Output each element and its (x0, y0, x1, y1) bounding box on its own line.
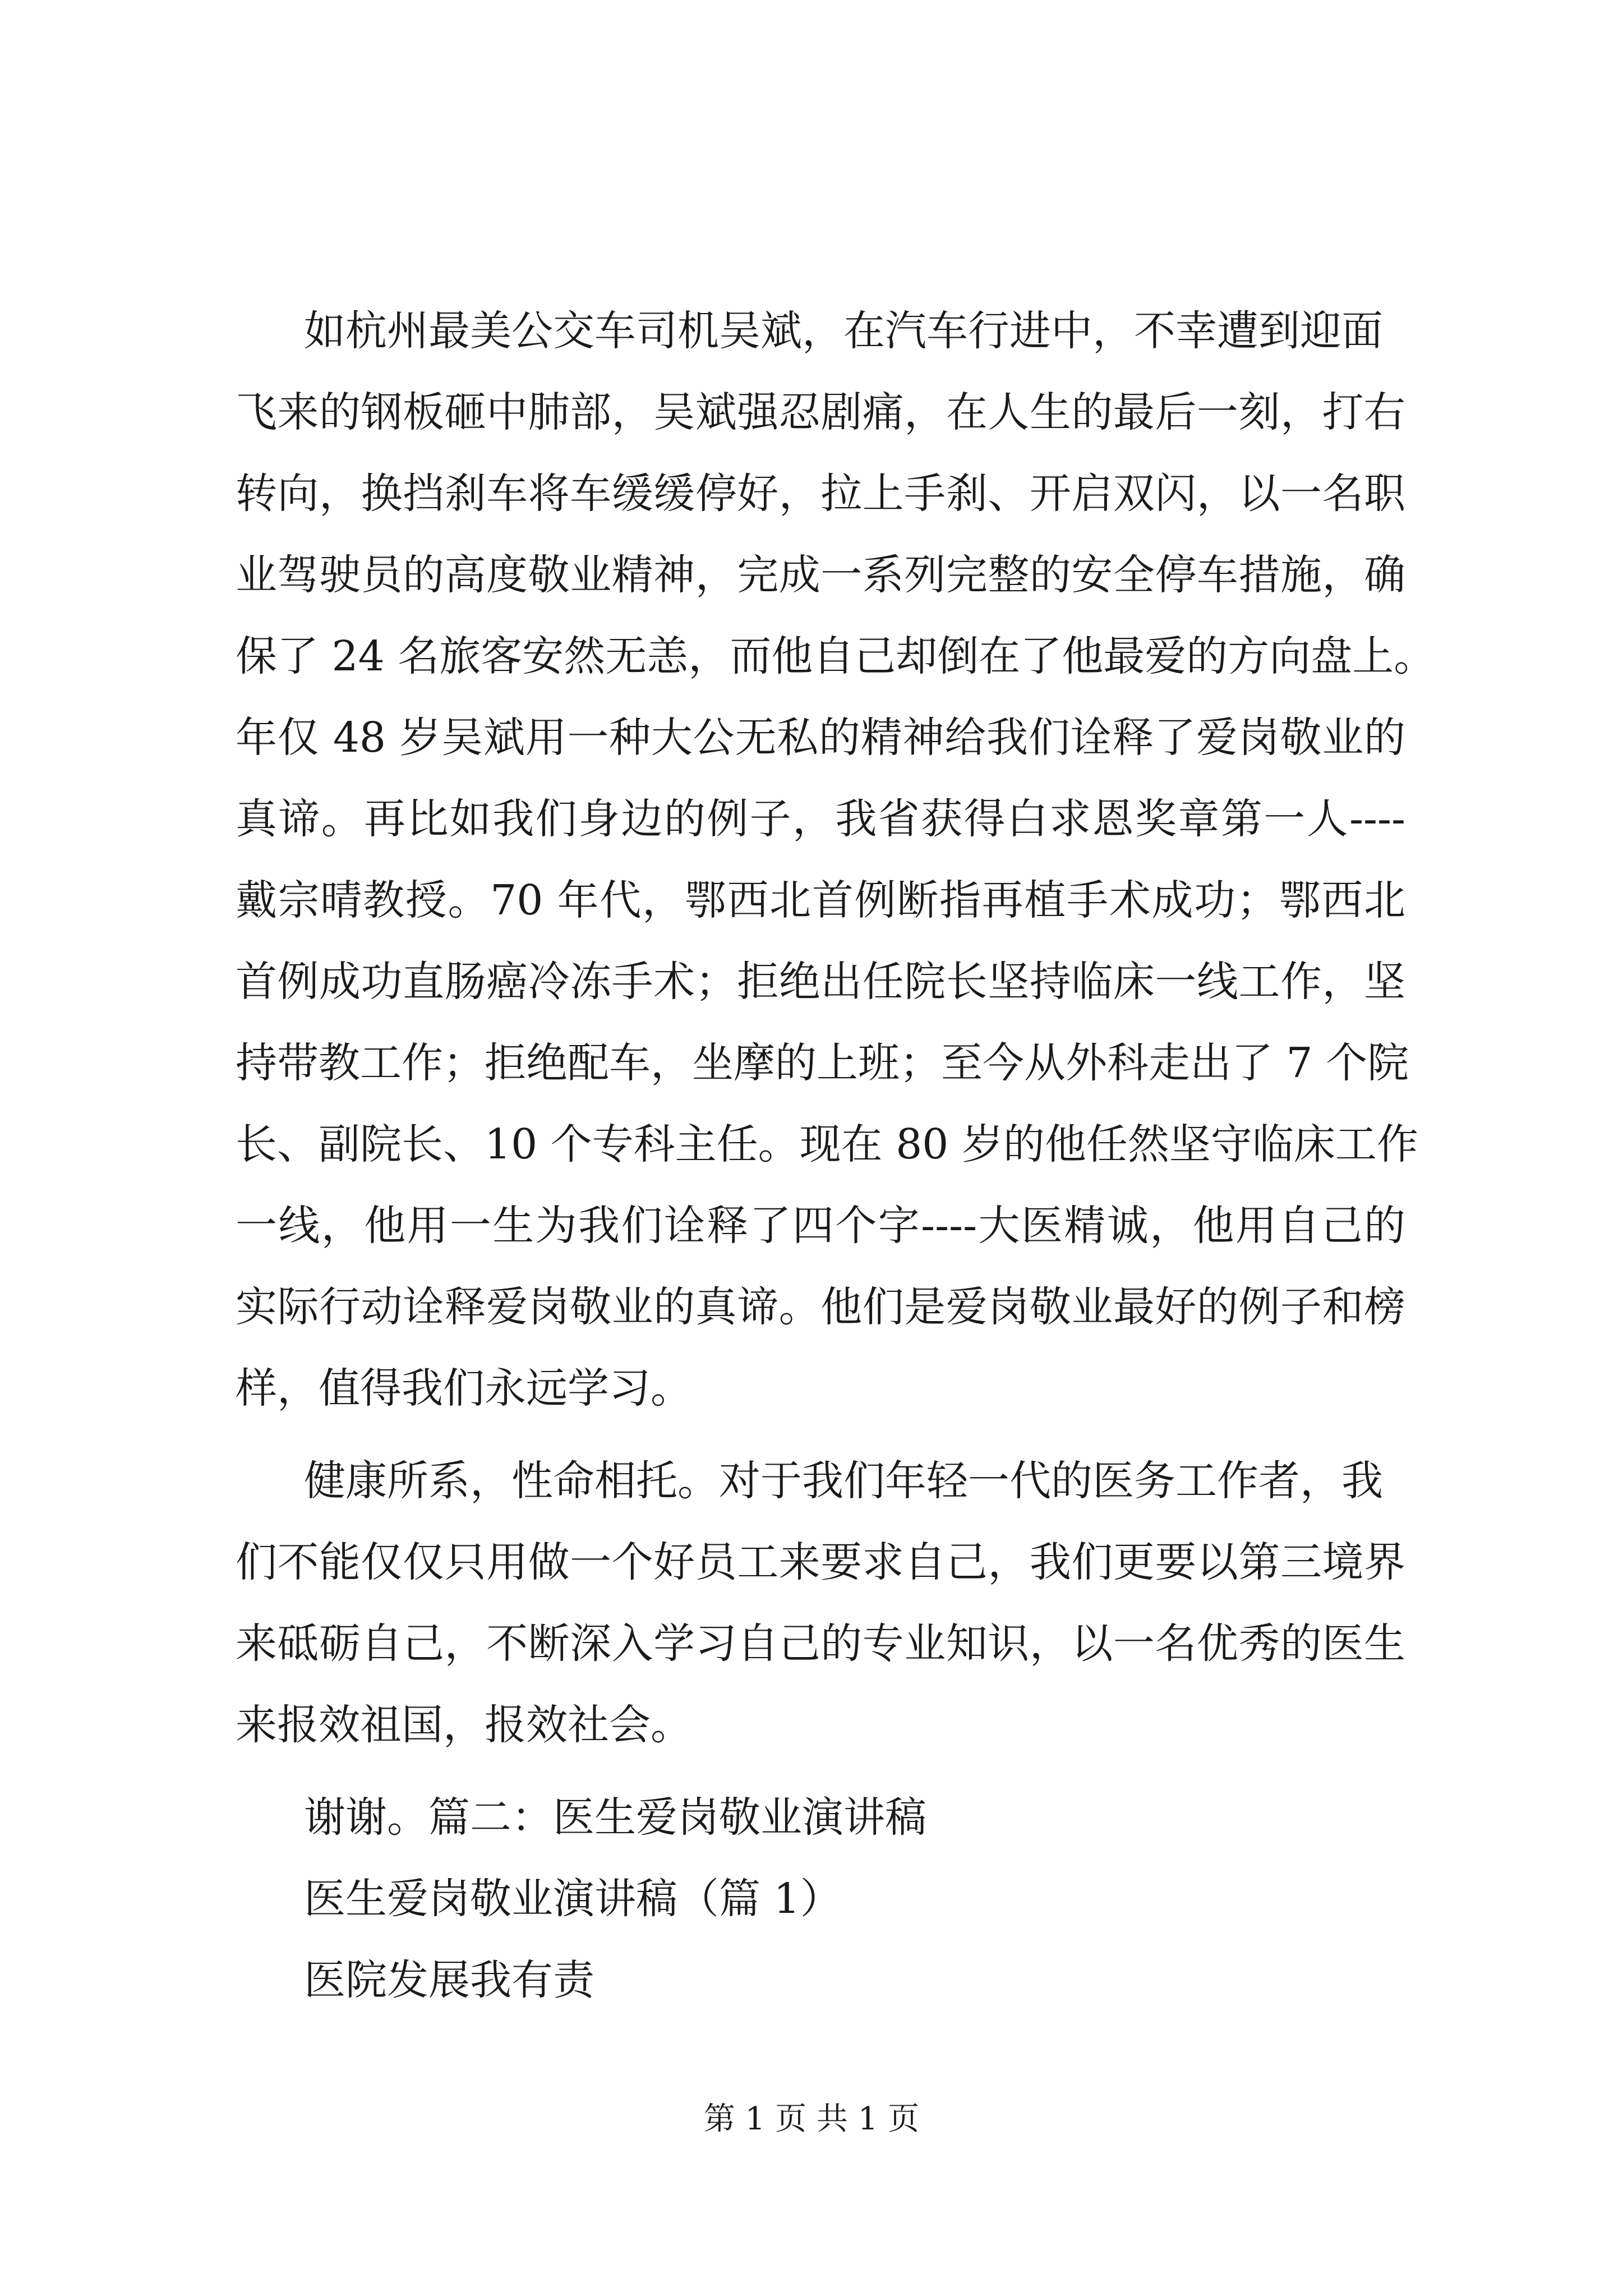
text-line: 来砥砺自己，不断深入学习自己的专业知识，以一名优秀的医生 (236, 1619, 1405, 1668)
text-line: 持带教工作；拒绝配车，坐摩的上班；至今从外科走出了 7 个院 (236, 1039, 1409, 1087)
text-line: 长、副院长、10 个专科主任。现在 80 岁的他任然坚守临床工作 (236, 1120, 1418, 1168)
text-line: 真谛。再比如我们身边的例子，我省获得白求恩奖章第一人---- (236, 795, 1405, 843)
closing-line: 谢谢。篇二：医生爱岗敬业演讲稿 (304, 1793, 926, 1842)
text-line: 年仅 48 岁吴斌用一种大公无私的精神给我们诠释了爱岗敬业的 (236, 714, 1405, 762)
text-line: 样，值得我们永远学习。 (236, 1364, 692, 1412)
text-line: 来报效祖国，报效社会。 (236, 1701, 692, 1749)
text-line: 健康所系，性命相托。对于我们年轻一代的医务工作者，我 (304, 1457, 1383, 1505)
text-line: 一线，他用一生为我们诠释了四个字----大医精诚，他用自己的 (236, 1202, 1405, 1250)
page-footer: 第 1 页 共 1 页 (703, 2101, 920, 2137)
subtitle: 医生爱岗敬业演讲稿（篇 1） (304, 1875, 842, 1923)
text-line: 转向，换挡刹车将车缓缓停好，拉上手刹、开启双闪，以一名职 (236, 470, 1405, 518)
text-line: 戴宗晴教授。70 年代，鄂西北首例断指再植手术成功；鄂西北 (236, 876, 1405, 924)
text-line: 首例成功直肠癌冷冻手术；拒绝出任院长坚持临床一线工作，坚 (236, 958, 1405, 1006)
text-line: 如杭州最美公交车司机吴斌，在汽车行进中，不幸遭到迎面 (304, 307, 1383, 355)
text-line: 飞来的钢板砸中肺部，吴斌强忍剧痛，在人生的最后一刻，打右 (236, 388, 1405, 436)
text-line: 保了 24 名旅客安然无恙，而他自己却倒在了他最爱的方向盘上。 (236, 632, 1436, 680)
text-line: 业驾驶员的高度敬业精神，完成一系列完整的安全停车措施，确 (236, 551, 1405, 599)
text-line: 实际行动诠释爱岗敬业的真谛。他们是爱岗敬业最好的例子和榜 (236, 1283, 1405, 1331)
text-line: 们不能仅仅只用做一个好员工来要求自己，我们更要以第三境界 (236, 1538, 1405, 1586)
section-heading: 医院发展我有责 (304, 1956, 594, 2004)
